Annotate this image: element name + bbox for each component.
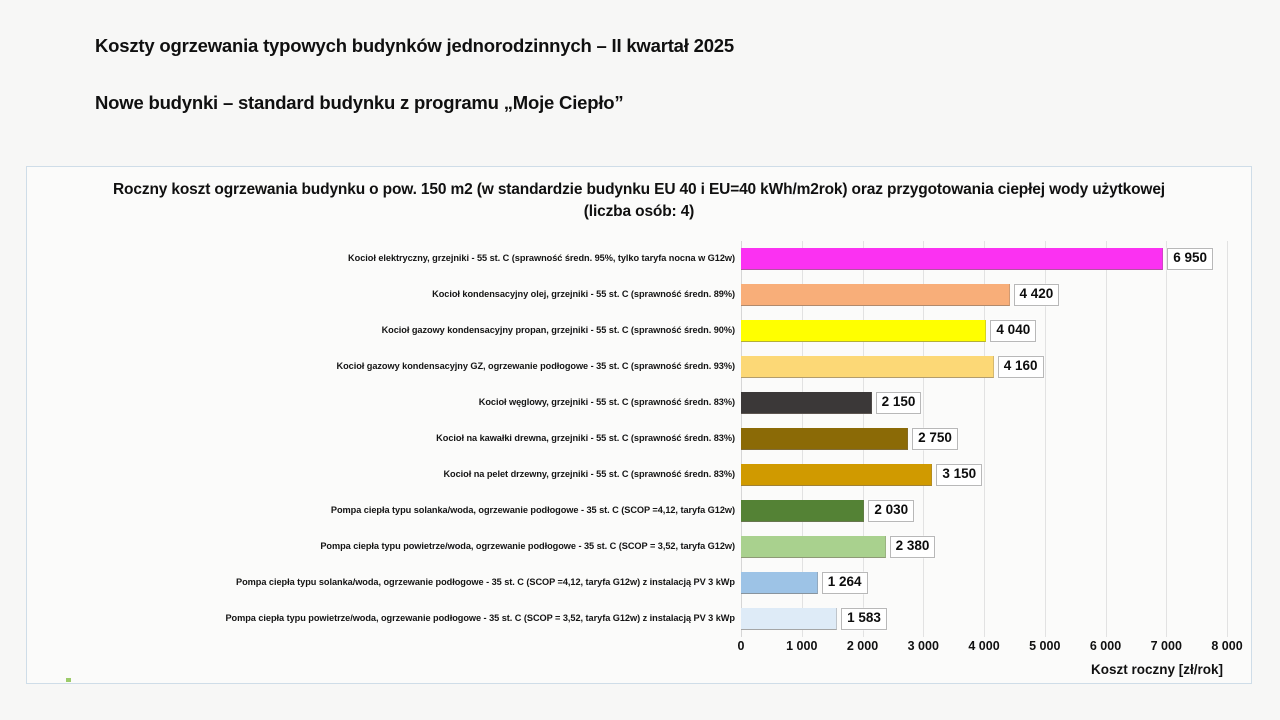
x-axis-tick-label: 0 — [737, 639, 745, 653]
bar-row[interactable] — [443, 457, 1227, 493]
bar-value-label: 3 150 — [936, 464, 982, 486]
x-axis-ticks — [737, 639, 1243, 661]
bar-row[interactable] — [432, 277, 1227, 313]
plot-area — [225, 241, 1227, 637]
bar-value-label: 4 160 — [998, 356, 1044, 378]
bar[interactable] — [741, 248, 1163, 270]
bar[interactable] — [741, 572, 818, 594]
category-label: Kocioł węglowy, grzejniki - 55 st. C (sprawność średn. 83%) — [478, 397, 735, 408]
bar-value-label: 2 030 — [868, 500, 914, 522]
bar[interactable] — [741, 284, 1010, 306]
slide-heading-block — [95, 34, 1195, 114]
bar-row[interactable] — [320, 529, 1227, 565]
decorative-dot — [66, 678, 71, 682]
bar-row[interactable] — [336, 349, 1227, 385]
page-title: Koszty ogrzewania typowych budynków jednorodzinnych – II kwartał 2025 — [95, 35, 734, 56]
x-axis-tick-label: 7 000 — [1150, 639, 1182, 653]
category-label: Kocioł na kawałki drewna, grzejniki - 55 st. C (sprawność średn. 83%) — [436, 433, 735, 444]
gridline — [1227, 241, 1228, 637]
x-axis-tick-label: 1 000 — [786, 639, 818, 653]
x-axis-tick-label: 5 000 — [1029, 639, 1061, 653]
bar-row[interactable] — [348, 241, 1227, 277]
x-axis-tick-label: 4 000 — [968, 639, 1000, 653]
bar-value-label: 2 150 — [876, 392, 922, 414]
category-label: Pompa ciepła typu solanka/woda, ogrzewanie podłogowe - 35 st. C (SCOP =4,12, taryfa G12w) z instalacją PV 3 kWp — [236, 577, 735, 588]
bar-value-label: 2 750 — [912, 428, 958, 450]
plot-wrapper — [27, 167, 1251, 683]
bar-row[interactable] — [330, 493, 1227, 529]
category-label: Kocioł kondensacyjny olej, grzejniki - 55 st. C (sprawność średn. 89%) — [432, 289, 735, 300]
category-label: Pompa ciepła typu powietrze/woda, ogrzewanie podłogowe - 35 st. C (SCOP = 3,52, taryfa G12w) — [320, 541, 735, 552]
category-label: Pompa ciepła typu solanka/woda, ogrzewanie podłogowe - 35 st. C (SCOP =4,12, taryfa G12w) — [330, 505, 735, 516]
bar-value-label: 6 950 — [1167, 248, 1213, 270]
category-label: Kocioł gazowy kondensacyjny propan, grzejniki - 55 st. C (sprawność średn. 90%) — [381, 325, 735, 336]
page-subtitle: Nowe budynki – standard budynku z programu „Moje Ciepło” — [95, 92, 624, 114]
x-axis-tick-label: 6 000 — [1089, 639, 1122, 653]
bar-row[interactable] — [225, 601, 1227, 637]
bar[interactable] — [741, 608, 837, 630]
bar-row[interactable] — [436, 421, 1227, 457]
bar[interactable] — [741, 500, 864, 522]
bar-value-label: 4 420 — [1014, 284, 1060, 306]
x-axis-tick-label: 8 000 — [1211, 639, 1243, 653]
chart-panel — [26, 166, 1252, 684]
bar[interactable] — [741, 428, 908, 450]
bar[interactable] — [741, 392, 872, 414]
bar-value-label: 4 040 — [990, 320, 1036, 342]
bar-row[interactable] — [236, 565, 1227, 601]
bar-value-label: 2 380 — [890, 536, 936, 558]
bar-value-label: 1 583 — [841, 608, 887, 630]
chart-title-line-2: przygotowania ciepłej wody użytkowej (liczba osób: 4) — [583, 181, 1165, 220]
x-axis-tick-label: 3 000 — [907, 639, 939, 653]
bar[interactable] — [741, 464, 932, 486]
chart-title-line-1: Roczny koszt ogrzewania budynku o pow. 150 m2 (w standardzie budynku EU 40 i EU=40 kWh/m2rok) oraz — [113, 181, 883, 198]
category-label: Kocioł elektryczny, grzejniki - 55 st. C (sprawność średn. 95%, tylko taryfa nocna w G12w) — [348, 253, 735, 264]
bar[interactable] — [741, 356, 994, 378]
bar[interactable] — [741, 536, 886, 558]
bar[interactable] — [741, 320, 986, 342]
category-label: Kocioł na pelet drzewny, grzejniki - 55 st. C (sprawność średn. 83%) — [443, 469, 735, 480]
bar-row[interactable] — [478, 385, 1227, 421]
x-axis-title: Koszt roczny [zł/rok] — [1090, 662, 1223, 677]
category-label: Kocioł gazowy kondensacyjny GZ, ogrzewanie podłogowe - 35 st. C (sprawność średn. 93%) — [336, 361, 735, 372]
category-label: Pompa ciepła typu powietrze/woda, ogrzewanie podłogowe - 35 st. C (SCOP = 3,52, taryfa G12w) z instalacją PV 3 kWp — [225, 613, 735, 624]
bar-value-label: 1 264 — [822, 572, 868, 594]
bar-row[interactable] — [381, 313, 1227, 349]
x-axis-tick-label: 2 000 — [846, 639, 879, 653]
